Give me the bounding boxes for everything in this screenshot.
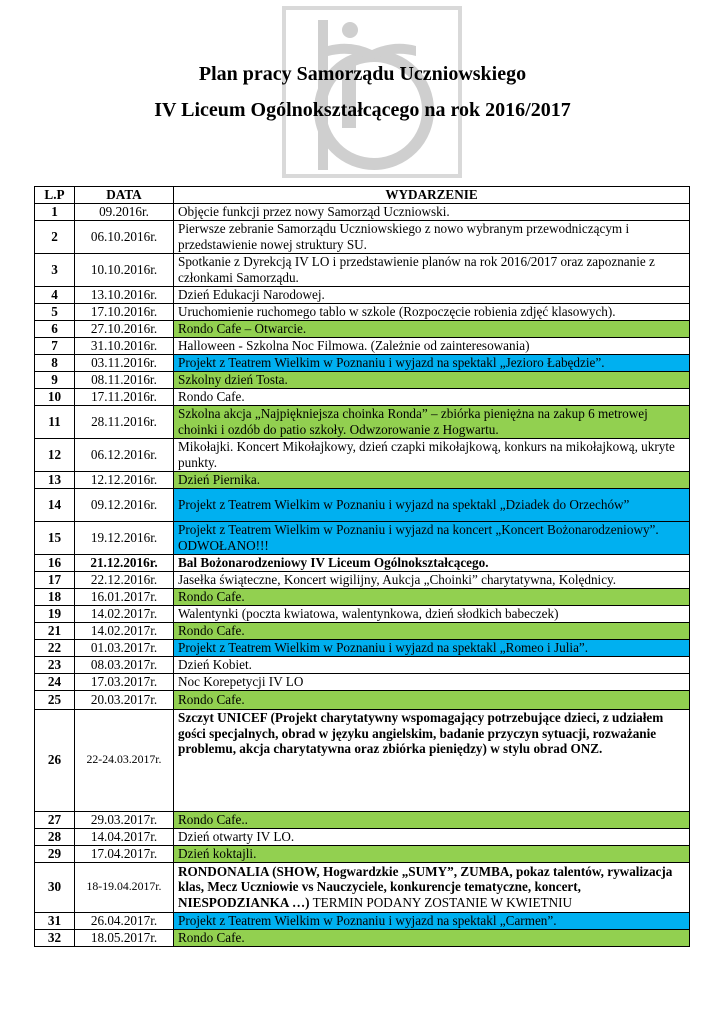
row-lp: 25 <box>35 690 75 709</box>
row-event: Szczyt UNICEF (Projekt charytatywny wspomagający potrzebujące dzieci, z udziałem gości specjalnych, obrad w języku angielskim, badanie przyczyn sytuacji, rozważanie problemu, akcja charytatywna oraz zbiórka pieniędzy) w stylu obrad ONZ. <box>174 709 690 811</box>
row-date: 08.11.2016r. <box>75 371 174 388</box>
row-date: 09.2016r. <box>75 204 174 221</box>
row-lp: 15 <box>35 521 75 554</box>
row-date: 10.10.2016r. <box>75 253 174 286</box>
row-lp: 2 <box>35 220 75 253</box>
row-date: 22.12.2016r. <box>75 571 174 588</box>
row-event: Rondo Cafe. <box>174 929 690 946</box>
row-lp: 11 <box>35 405 75 438</box>
row-event: Projekt z Teatrem Wielkim w Poznaniu i wyjazd na koncert „Koncert Bożonarodzeniowy”. ODWOŁANO!!! <box>174 521 690 554</box>
table-row <box>35 605 690 622</box>
row-date: 17.11.2016r. <box>75 388 174 405</box>
row-lp: 17 <box>35 571 75 588</box>
events-table <box>34 186 690 947</box>
table-row <box>35 438 690 471</box>
row-lp: 12 <box>35 438 75 471</box>
row-event: Projekt z Teatrem Wielkim w Poznaniu i wyjazd na spektakl „Dziadek do Orzechów” <box>174 488 690 521</box>
header-event: WYDARZENIE <box>174 187 690 204</box>
row-lp: 13 <box>35 471 75 488</box>
row-lp: 6 <box>35 320 75 337</box>
table-row <box>35 253 690 286</box>
table-row <box>35 371 690 388</box>
row-event: Rondo Cafe. <box>174 622 690 639</box>
row-event: Rondo Cafe – Otwarcie. <box>174 320 690 337</box>
table-header-row <box>35 187 690 204</box>
row-event: Halloween - Szkolna Noc Filmowa. (Zależnie od zainteresowania) <box>174 337 690 354</box>
row-lp: 4 <box>35 286 75 303</box>
row-date: 20.03.2017r. <box>75 690 174 709</box>
row-date: 27.10.2016r. <box>75 320 174 337</box>
table-row <box>35 471 690 488</box>
table-row <box>35 828 690 845</box>
row-date: 09.12.2016r. <box>75 488 174 521</box>
row-event-bold: RONDONALIA (SHOW, Hogwardzkie „SUMY”, ZUMBA, pokaz talentów, rywalizacja klas, Mecz Uczniowie vs Nauczyciele, konkurencje tematyczne, koncert, NIESPODZIANKA …) <box>178 863 673 911</box>
row-date: 31.10.2016r. <box>75 337 174 354</box>
row-event: Objęcie funkcji przez nowy Samorząd Uczniowski. <box>174 204 690 221</box>
row-event: Rondo Cafe.. <box>174 811 690 828</box>
row-event: Bal Bożonarodzeniowy IV Liceum Ogólnokształcącego. <box>174 554 690 571</box>
table-row <box>35 405 690 438</box>
row-date: 17.10.2016r. <box>75 303 174 320</box>
table-row <box>35 554 690 571</box>
table-row <box>35 204 690 221</box>
row-date: 16.01.2017r. <box>75 588 174 605</box>
row-event: Projekt z Teatrem Wielkim w Poznaniu i wyjazd na spektakl „Jezioro Łabędzie”. <box>174 354 690 371</box>
table-row <box>35 220 690 253</box>
row-lp: 22 <box>35 639 75 656</box>
table-row <box>35 912 690 929</box>
row-lp: 29 <box>35 845 75 862</box>
row-lp: 1 <box>35 204 75 221</box>
row-date: 14.02.2017r. <box>75 605 174 622</box>
row-date: 13.10.2016r. <box>75 286 174 303</box>
table-row <box>35 845 690 862</box>
row-lp: 23 <box>35 656 75 673</box>
row-date: 21.12.2016r. <box>75 554 174 571</box>
header-date: DATA <box>75 187 174 204</box>
page-title: Plan pracy Samorządu Uczniowskiego <box>198 63 527 85</box>
table-row <box>35 709 690 811</box>
row-date: 26.04.2017r. <box>75 912 174 929</box>
row-date: 14.02.2017r. <box>75 622 174 639</box>
row-lp: 7 <box>35 337 75 354</box>
header-lp: L.P <box>35 187 75 204</box>
row-date: 19.12.2016r. <box>75 521 174 554</box>
row-event: Projekt z Teatrem Wielkim w Poznaniu i wyjazd na spektakl „Romeo i Julia”. <box>174 639 690 656</box>
row-event: Dzień Piernika. <box>174 471 690 488</box>
table-row <box>35 521 690 554</box>
row-date: 17.03.2017r. <box>75 673 174 690</box>
table-row <box>35 286 690 303</box>
row-lp: 28 <box>35 828 75 845</box>
row-event: Uruchomienie ruchomego tablo w szkole (Rozpoczęcie robienia zdjęć klasowych). <box>174 303 690 320</box>
table-row <box>35 337 690 354</box>
school-logo-icon <box>282 6 462 178</box>
row-date: 17.04.2017r. <box>75 845 174 862</box>
row-date: 29.03.2017r. <box>75 811 174 828</box>
table-row <box>35 622 690 639</box>
row-lp: 27 <box>35 811 75 828</box>
row-event: Rondo Cafe. <box>174 690 690 709</box>
table-row <box>35 588 690 605</box>
row-event <box>174 862 690 912</box>
row-date: 06.10.2016r. <box>75 220 174 253</box>
row-lp: 21 <box>35 622 75 639</box>
row-lp: 9 <box>35 371 75 388</box>
table-row <box>35 303 690 320</box>
row-lp: 3 <box>35 253 75 286</box>
table-row <box>35 690 690 709</box>
row-event: Mikołajki. Koncert Mikołajkowy, dzień czapki mikołajkową, konkurs na mikołajkową, ukryte punkty. <box>174 438 690 471</box>
row-date: 08.03.2017r. <box>75 656 174 673</box>
row-date: 18.05.2017r. <box>75 929 174 946</box>
row-event: Szkolny dzień Tosta. <box>174 371 690 388</box>
row-event-rest: TERMIN PODANY ZOSTANIE W KWIETNIU <box>309 895 573 911</box>
table-row <box>35 354 690 371</box>
row-event: Projekt z Teatrem Wielkim w Poznaniu i wyjazd na spektakl „Carmen”. <box>174 912 690 929</box>
table-row <box>35 929 690 946</box>
row-event: Pierwsze zebranie Samorządu Uczniowskiego z nowo wybranym przewodniczącym i przedstawienie nowej struktury SU. <box>174 220 690 253</box>
row-date: 18-19.04.2017r. <box>75 862 174 912</box>
row-date: 28.11.2016r. <box>75 405 174 438</box>
row-event: Dzień otwarty IV LO. <box>174 828 690 845</box>
row-event: Rondo Cafe. <box>174 388 690 405</box>
page-subtitle: IV Liceum Ogólnokształcącego na rok 2016/2017 <box>154 99 571 121</box>
row-date: 03.11.2016r. <box>75 354 174 371</box>
row-lp: 19 <box>35 605 75 622</box>
table-row <box>35 320 690 337</box>
row-lp: 31 <box>35 912 75 929</box>
row-lp: 10 <box>35 388 75 405</box>
row-event: Szkolna akcja „Najpiękniejsza choinka Ronda” – zbiórka pieniężna na zakup 6 metrowej choinki i ozdób do patio szkoły. Odwzorowanie z Hogwartu. <box>174 405 690 438</box>
row-event: Walentynki (poczta kwiatowa, walentynkowa, dzień słodkich babeczek) <box>174 605 690 622</box>
table-row <box>35 862 690 912</box>
row-lp: 16 <box>35 554 75 571</box>
table-row <box>35 811 690 828</box>
row-date: 22-24.03.2017r. <box>75 709 174 811</box>
table-row <box>35 388 690 405</box>
table-row <box>35 673 690 690</box>
table-row <box>35 656 690 673</box>
row-lp: 32 <box>35 929 75 946</box>
row-event: Noc Korepetycji IV LO <box>174 673 690 690</box>
row-event: Spotkanie z Dyrekcją IV LO i przedstawienie planów na rok 2016/2017 oraz zapoznanie z członkami Samorządu. <box>174 253 690 286</box>
row-event: Dzień Edukacji Narodowej. <box>174 286 690 303</box>
row-lp: 8 <box>35 354 75 371</box>
row-date: 14.04.2017r. <box>75 828 174 845</box>
row-date: 06.12.2016r. <box>75 438 174 471</box>
row-event: Jasełka świąteczne, Koncert wigilijny, Aukcja „Choinki” charytatywna, Kolędnicy. <box>174 571 690 588</box>
row-event: Dzień koktajli. <box>174 845 690 862</box>
row-lp: 26 <box>35 709 75 811</box>
row-event: Dzień Kobiet. <box>174 656 690 673</box>
row-lp: 24 <box>35 673 75 690</box>
row-lp: 18 <box>35 588 75 605</box>
row-lp: 14 <box>35 488 75 521</box>
row-date: 01.03.2017r. <box>75 639 174 656</box>
row-lp: 30 <box>35 862 75 912</box>
table-row <box>35 639 690 656</box>
table-row <box>35 488 690 521</box>
row-date: 12.12.2016r. <box>75 471 174 488</box>
table-row <box>35 571 690 588</box>
row-event: Rondo Cafe. <box>174 588 690 605</box>
row-lp: 5 <box>35 303 75 320</box>
